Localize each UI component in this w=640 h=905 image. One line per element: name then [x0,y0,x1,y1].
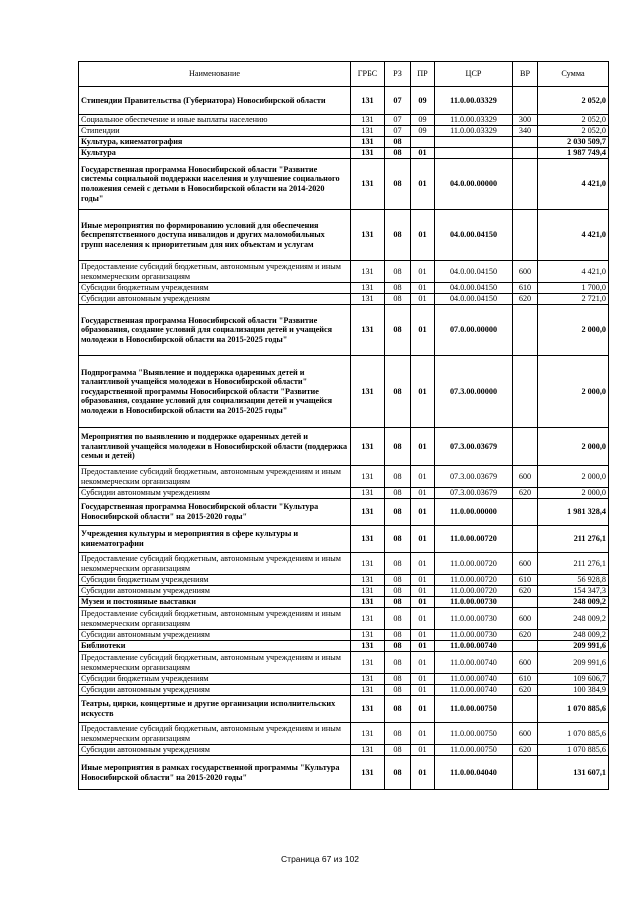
cell-csr: 07.3.00.00000 [435,356,513,428]
cell-pr: 01 [411,575,435,586]
table-row [79,126,609,137]
cell-sum: 2 000,0 [538,305,609,356]
cell-grbs: 131 [351,499,385,526]
cell-name: Музеи и постоянные выставки [79,597,351,608]
cell-grbs: 131 [351,553,385,575]
cell-name: Государственная программа Новосибирской области "Развитие образования, создание условий для социализации детей и учащейся молодежи в Новосибирской области на 2015-2025 годы" [79,305,351,356]
cell-rz: 08 [385,283,411,294]
cell-rz: 08 [385,674,411,685]
table-row [79,283,609,294]
cell-pr: 01 [411,608,435,630]
col-header-rz: РЗ [385,62,411,87]
cell-vr: 600 [513,723,538,745]
cell-name: Библиотеки [79,641,351,652]
cell-rz: 07 [385,126,411,137]
cell-name: Предоставление субсидий бюджетным, автономным учреждениям и иным некоммерческим организациям [79,553,351,575]
cell-vr: 610 [513,674,538,685]
cell-pr: 01 [411,685,435,696]
cell-grbs: 131 [351,608,385,630]
cell-grbs: 131 [351,526,385,553]
budget-table [78,61,609,790]
cell-pr: 01 [411,283,435,294]
cell-name: Подпрограмма "Выявление и поддержка одаренных детей и талантливой учащейся молодежи в Новосибирской области" государственной программы Новосибирской области "Развитие образования, создание условий для социализации детей и учащейся молодежи в Новосибирской области на 2015-2025 годы" [79,356,351,428]
cell-csr: 11.0.00.00740 [435,674,513,685]
cell-csr: 11.0.00.00720 [435,575,513,586]
cell-rz: 08 [385,608,411,630]
cell-rz: 08 [385,756,411,790]
cell-sum: 211 276,1 [538,526,609,553]
cell-grbs: 131 [351,586,385,597]
cell-pr: 01 [411,756,435,790]
cell-rz: 08 [385,745,411,756]
cell-csr: 11.0.00.00740 [435,641,513,652]
cell-pr: 01 [411,428,435,466]
table-row [79,87,609,115]
cell-rz: 08 [385,261,411,283]
cell-csr: 07.0.00.00000 [435,305,513,356]
cell-vr: 600 [513,466,538,488]
cell-grbs: 131 [351,428,385,466]
cell-csr: 11.0.00.00750 [435,696,513,723]
cell-csr: 11.0.00.00730 [435,608,513,630]
cell-name: Социальное обеспечение и иные выплаты населению [79,115,351,126]
cell-pr: 01 [411,488,435,499]
cell-sum: 4 421,0 [538,210,609,261]
table-row [79,756,609,790]
cell-rz: 07 [385,115,411,126]
cell-pr: 09 [411,87,435,115]
col-header-grbs: ГРБС [351,62,385,87]
cell-name: Предоставление субсидий бюджетным, автономным учреждениям и иным некоммерческим организациям [79,723,351,745]
col-header-csr: ЦСР [435,62,513,87]
cell-pr: 01 [411,696,435,723]
cell-vr: 620 [513,630,538,641]
cell-vr [513,210,538,261]
cell-sum: 2 052,0 [538,115,609,126]
cell-sum: 1 070 885,6 [538,696,609,723]
cell-pr: 01 [411,305,435,356]
cell-rz: 08 [385,723,411,745]
table-row [79,356,609,428]
table-row [79,148,609,159]
cell-name: Субсидии бюджетным учреждениям [79,674,351,685]
cell-sum: 1 070 885,6 [538,745,609,756]
cell-csr: 11.0.00.03329 [435,115,513,126]
cell-vr: 620 [513,488,538,499]
cell-vr: 600 [513,553,538,575]
cell-pr: 01 [411,466,435,488]
cell-name: Стипендии Правительства (Губернатора) Новосибирской области [79,87,351,115]
table-row [79,597,609,608]
cell-grbs: 131 [351,305,385,356]
table-row [79,115,609,126]
table-row [79,685,609,696]
cell-sum: 2 721,0 [538,294,609,305]
table-row [79,210,609,261]
cell-csr: 07.3.00.03679 [435,428,513,466]
cell-csr: 11.0.00.00720 [435,586,513,597]
cell-name: Культура [79,148,351,159]
cell-csr: 11.0.00.00740 [435,685,513,696]
table-row [79,674,609,685]
cell-pr: 01 [411,674,435,685]
cell-vr: 340 [513,126,538,137]
table-row [79,696,609,723]
cell-grbs: 131 [351,696,385,723]
cell-grbs: 131 [351,137,385,148]
table-row [79,553,609,575]
cell-name: Предоставление субсидий бюджетным, автономным учреждениям и иным некоммерческим организациям [79,652,351,674]
cell-rz: 08 [385,488,411,499]
cell-vr: 600 [513,608,538,630]
table-row [79,586,609,597]
cell-vr: 610 [513,283,538,294]
cell-vr [513,696,538,723]
cell-pr: 01 [411,159,435,210]
cell-pr: 01 [411,210,435,261]
cell-grbs: 131 [351,652,385,674]
cell-sum: 209 991,6 [538,652,609,674]
cell-grbs: 131 [351,597,385,608]
cell-sum: 109 606,7 [538,674,609,685]
cell-sum: 4 421,0 [538,159,609,210]
cell-rz: 08 [385,553,411,575]
cell-csr: 11.0.00.00730 [435,630,513,641]
cell-pr: 01 [411,553,435,575]
cell-grbs: 131 [351,488,385,499]
cell-name: Государственная программа Новосибирской области "Культура Новосибирской области" на 2015-2020 годы" [79,499,351,526]
cell-pr: 01 [411,723,435,745]
cell-vr [513,148,538,159]
cell-grbs: 131 [351,210,385,261]
cell-csr: 04.0.00.00000 [435,159,513,210]
cell-name: Иные мероприятия в рамках государственной программы "Культура Новосибирской области" на 2015-2020 годы" [79,756,351,790]
cell-grbs: 131 [351,294,385,305]
cell-grbs: 131 [351,159,385,210]
cell-csr: 11.0.00.03329 [435,126,513,137]
cell-grbs: 131 [351,674,385,685]
cell-rz: 08 [385,137,411,148]
table-row [79,261,609,283]
cell-sum: 2 000,0 [538,356,609,428]
cell-name: Мероприятия по выявлению и поддержке одаренных детей и талантливой учащейся молодежи в Новосибирской области (поддержка семьи и детей) [79,428,351,466]
cell-vr: 620 [513,294,538,305]
cell-csr: 11.0.00.00000 [435,499,513,526]
cell-name: Субсидии бюджетным учреждениям [79,575,351,586]
cell-name: Предоставление субсидий бюджетным, автономным учреждениям и иным некоммерческим организациям [79,608,351,630]
table-row [79,499,609,526]
cell-sum: 100 384,9 [538,685,609,696]
cell-sum: 2 030 509,7 [538,137,609,148]
cell-pr: 01 [411,261,435,283]
cell-name: Культура, кинематография [79,137,351,148]
cell-name: Государственная программа Новосибирской области "Развитие системы социальной поддержки населения и улучшение социального положения семей с детьми в Новосибирской области на 2014-2020 годы" [79,159,351,210]
cell-grbs: 131 [351,575,385,586]
cell-csr: 04.0.00.04150 [435,261,513,283]
cell-csr: 11.0.00.04040 [435,756,513,790]
cell-vr [513,526,538,553]
cell-grbs: 131 [351,261,385,283]
cell-sum: 154 347,3 [538,586,609,597]
cell-rz: 08 [385,356,411,428]
cell-vr: 620 [513,685,538,696]
table-row [79,526,609,553]
cell-pr: 01 [411,356,435,428]
cell-vr [513,137,538,148]
table-row [79,641,609,652]
cell-vr: 300 [513,115,538,126]
cell-name: Субсидии автономным учреждениям [79,586,351,597]
cell-pr: 01 [411,597,435,608]
cell-rz: 08 [385,630,411,641]
cell-name: Предоставление субсидий бюджетным, автономным учреждениям и иным некоммерческим организациям [79,466,351,488]
cell-csr: 11.0.00.00750 [435,723,513,745]
cell-rz: 08 [385,294,411,305]
cell-sum: 2 000,0 [538,488,609,499]
table-row [79,488,609,499]
header-row [79,62,609,87]
cell-vr: 600 [513,652,538,674]
cell-sum: 1 987 749,4 [538,148,609,159]
cell-pr: 01 [411,652,435,674]
cell-csr: 04.0.00.04150 [435,294,513,305]
cell-grbs: 131 [351,356,385,428]
cell-vr [513,756,538,790]
col-header-vr: ВР [513,62,538,87]
cell-sum: 248 009,2 [538,608,609,630]
cell-csr: 11.0.00.00750 [435,745,513,756]
cell-vr [513,641,538,652]
cell-rz: 08 [385,652,411,674]
cell-csr: 11.0.00.00740 [435,652,513,674]
cell-name: Субсидии автономным учреждениям [79,630,351,641]
table-row [79,723,609,745]
cell-sum: 2 052,0 [538,126,609,137]
table-row [79,159,609,210]
cell-grbs: 131 [351,126,385,137]
cell-name: Субсидии бюджетным учреждениям [79,283,351,294]
cell-pr: 01 [411,148,435,159]
cell-rz: 08 [385,526,411,553]
cell-vr: 620 [513,586,538,597]
cell-rz: 08 [385,696,411,723]
cell-pr: 01 [411,641,435,652]
cell-csr: 11.0.00.03329 [435,87,513,115]
cell-pr: 01 [411,499,435,526]
cell-vr: 620 [513,745,538,756]
cell-csr [435,148,513,159]
col-header-sum: Сумма [538,62,609,87]
cell-csr: 11.0.00.00720 [435,526,513,553]
cell-sum: 2 000,0 [538,466,609,488]
cell-csr [435,137,513,148]
cell-csr: 04.0.00.04150 [435,210,513,261]
cell-grbs: 131 [351,723,385,745]
cell-csr: 07.3.00.03679 [435,488,513,499]
table-row [79,575,609,586]
cell-pr: 01 [411,526,435,553]
page-footer: Страница 67 из 102 [281,854,359,864]
cell-grbs: 131 [351,641,385,652]
cell-rz: 08 [385,641,411,652]
cell-csr: 07.3.00.03679 [435,466,513,488]
cell-sum: 248 009,2 [538,597,609,608]
cell-csr: 11.0.00.00720 [435,553,513,575]
cell-pr: 01 [411,586,435,597]
cell-sum: 1 700,0 [538,283,609,294]
cell-rz: 08 [385,685,411,696]
cell-grbs: 131 [351,745,385,756]
cell-grbs: 131 [351,115,385,126]
cell-vr [513,159,538,210]
cell-grbs: 131 [351,148,385,159]
cell-rz: 08 [385,466,411,488]
cell-pr: 09 [411,126,435,137]
cell-grbs: 131 [351,630,385,641]
table-row [79,305,609,356]
table-row [79,608,609,630]
cell-rz: 08 [385,305,411,356]
cell-name: Театры, цирки, концертные и другие организации исполнительских искусств [79,696,351,723]
table-row [79,652,609,674]
cell-sum: 209 991,6 [538,641,609,652]
cell-rz: 08 [385,159,411,210]
cell-pr: 01 [411,294,435,305]
cell-rz: 08 [385,210,411,261]
cell-name: Субсидии автономным учреждениям [79,488,351,499]
cell-rz: 08 [385,575,411,586]
cell-sum: 2 052,0 [538,87,609,115]
cell-vr [513,499,538,526]
table-row [79,428,609,466]
cell-vr [513,428,538,466]
cell-name: Предоставление субсидий бюджетным, автономным учреждениям и иным некоммерческим организациям [79,261,351,283]
cell-name: Иные мероприятия по формированию условий для обеспечения беспрепятственного доступа инвалидов и других маломобильных групп населения к приоритетным для них объектам и услугам [79,210,351,261]
cell-grbs: 131 [351,685,385,696]
cell-rz: 07 [385,87,411,115]
cell-vr [513,597,538,608]
cell-rz: 08 [385,428,411,466]
cell-vr [513,356,538,428]
table-body [79,87,609,790]
cell-name: Стипендии [79,126,351,137]
cell-name: Субсидии автономным учреждениям [79,294,351,305]
cell-rz: 08 [385,597,411,608]
table-row [79,466,609,488]
cell-name: Субсидии автономным учреждениям [79,745,351,756]
cell-sum: 2 000,0 [538,428,609,466]
cell-rz: 08 [385,148,411,159]
table-row [79,137,609,148]
cell-name: Субсидии автономным учреждениям [79,685,351,696]
cell-pr: 01 [411,745,435,756]
cell-grbs: 131 [351,87,385,115]
cell-csr: 04.0.00.04150 [435,283,513,294]
cell-name: Учреждения культуры и мероприятия в сфере культуры и кинематографии [79,526,351,553]
col-header-name: Наименование [79,62,351,87]
cell-sum: 1 981 328,4 [538,499,609,526]
table-row [79,294,609,305]
cell-sum: 248 009,2 [538,630,609,641]
cell-pr [411,137,435,148]
cell-rz: 08 [385,499,411,526]
cell-grbs: 131 [351,756,385,790]
table-row [79,745,609,756]
cell-pr: 09 [411,115,435,126]
cell-sum: 56 928,8 [538,575,609,586]
cell-vr: 610 [513,575,538,586]
cell-csr: 11.0.00.00730 [435,597,513,608]
cell-sum: 1 070 885,6 [538,723,609,745]
cell-sum: 211 276,1 [538,553,609,575]
cell-sum: 131 607,1 [538,756,609,790]
col-header-pr: ПР [411,62,435,87]
cell-vr [513,305,538,356]
cell-vr: 600 [513,261,538,283]
cell-rz: 08 [385,586,411,597]
table-row [79,630,609,641]
cell-sum: 4 421,0 [538,261,609,283]
cell-vr [513,87,538,115]
cell-grbs: 131 [351,466,385,488]
cell-grbs: 131 [351,283,385,294]
cell-pr: 01 [411,630,435,641]
